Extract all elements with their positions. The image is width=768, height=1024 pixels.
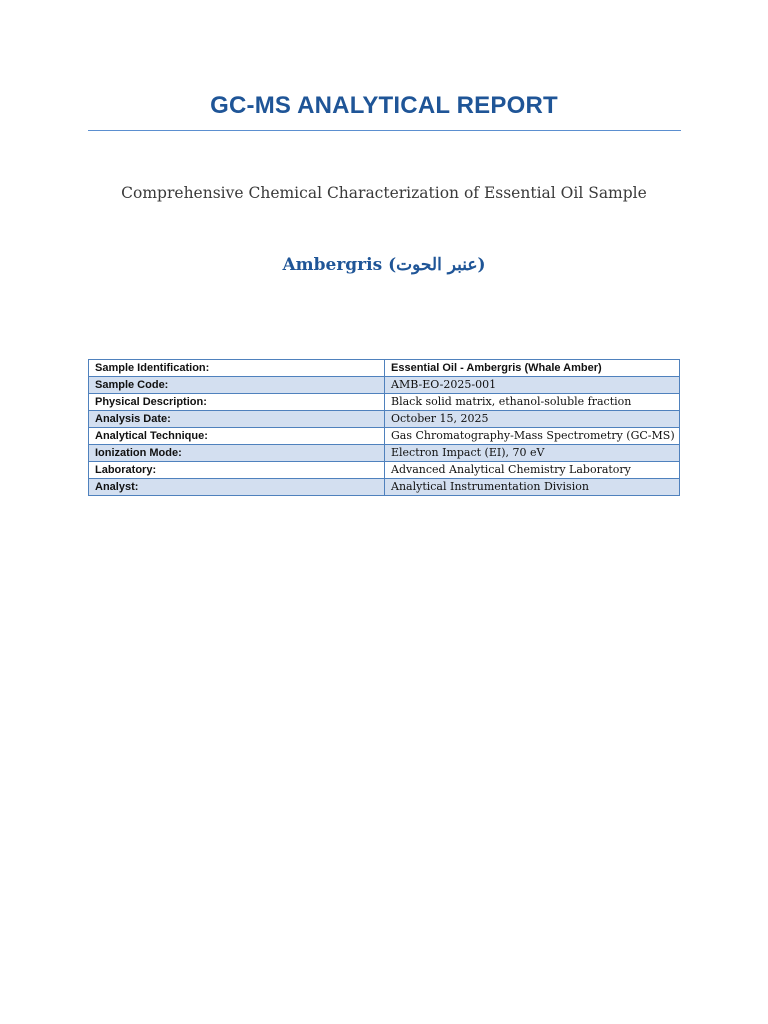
row-label: Ionization Mode:: [89, 445, 385, 462]
row-value: October 15, 2025: [385, 411, 680, 428]
page-title: GC-MS ANALYTICAL REPORT: [210, 92, 558, 119]
row-value: Gas Chromatography-Mass Spectrometry (GC-MS): [385, 428, 680, 445]
table-row: [89, 394, 680, 411]
row-label: Sample Identification:: [89, 360, 385, 377]
row-value: Black solid matrix, ethanol-soluble fraction: [385, 394, 680, 411]
table-row: [89, 462, 680, 479]
table-row: [89, 360, 680, 377]
row-label: Analysis Date:: [89, 411, 385, 428]
sample-name-heading: Ambergris (عنبر الحوت): [282, 255, 486, 275]
row-value: AMB-EO-2025-001: [385, 377, 680, 394]
row-value: Analytical Instrumentation Division: [385, 479, 680, 496]
row-label: Physical Description:: [89, 394, 385, 411]
table-row: [89, 428, 680, 445]
sample-info-table: [88, 359, 680, 496]
row-value: Advanced Analytical Chemistry Laboratory: [385, 462, 680, 479]
table-row: [89, 479, 680, 496]
row-label: Analyst:: [89, 479, 385, 496]
row-label: Sample Code:: [89, 377, 385, 394]
table-row: [89, 377, 680, 394]
row-label: Laboratory:: [89, 462, 385, 479]
title-divider: [88, 130, 681, 131]
table-row: [89, 411, 680, 428]
row-value: Electron Impact (EI), 70 eV: [385, 445, 680, 462]
row-label: Analytical Technique:: [89, 428, 385, 445]
table-row: [89, 445, 680, 462]
report-subtitle: Comprehensive Chemical Characterization of Essential Oil Sample: [121, 184, 647, 202]
row-value: Essential Oil - Ambergris (Whale Amber): [385, 360, 680, 377]
